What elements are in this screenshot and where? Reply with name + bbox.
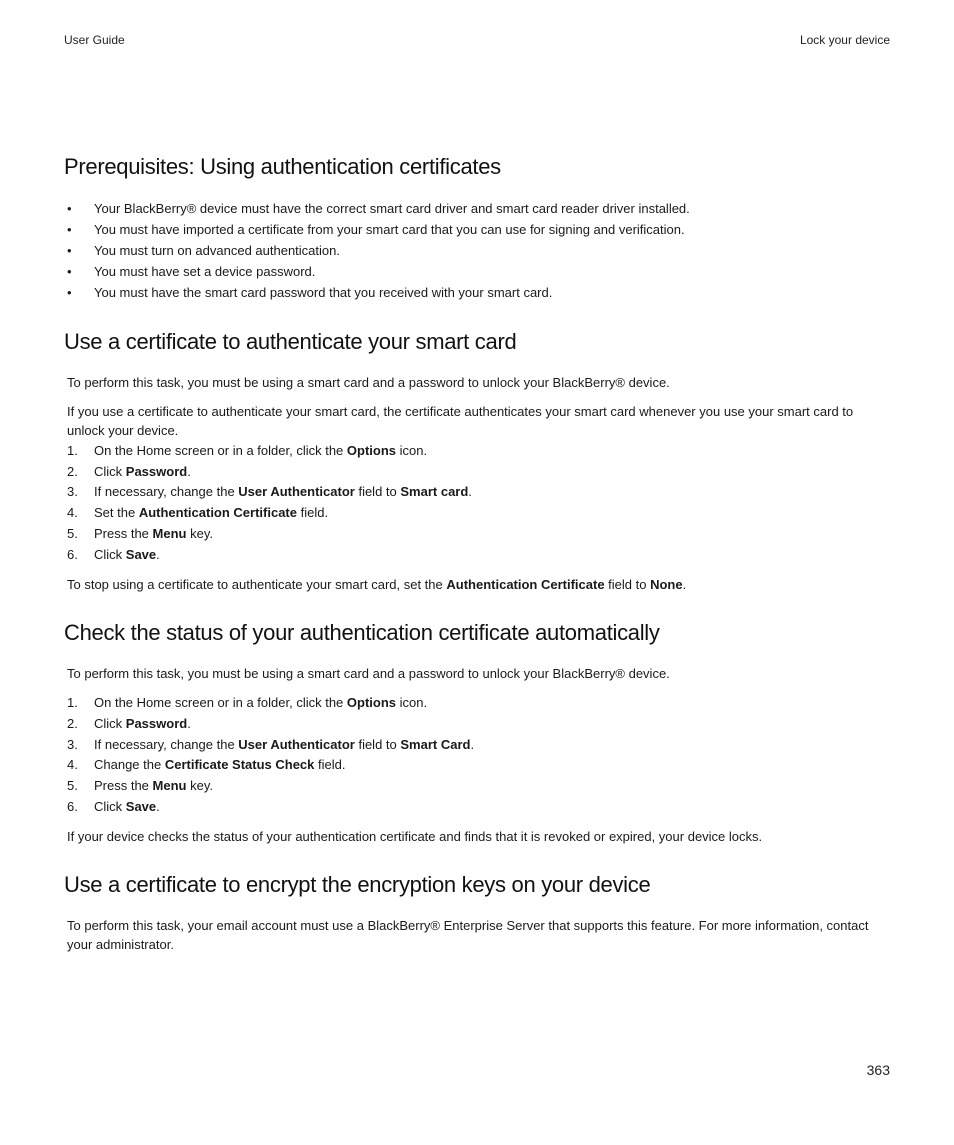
list-item [64, 524, 890, 545]
step-number: 3. [67, 736, 78, 752]
step-text: . [156, 546, 160, 562]
ui-term: Menu [152, 525, 187, 541]
list-item [64, 462, 890, 483]
ui-term: Password [125, 715, 188, 731]
list-item [64, 776, 890, 797]
step-text: Click [94, 463, 126, 479]
step-text: key. [186, 525, 213, 541]
step-text: field to [354, 484, 401, 500]
list-item [64, 240, 890, 261]
step-number: 2. [67, 715, 78, 731]
bullet-icon: • [67, 201, 72, 216]
list-item [64, 261, 890, 282]
step-text: If necessary, change the [94, 736, 239, 752]
list-item [64, 282, 890, 303]
header-chapter-title: Lock your device [799, 33, 890, 47]
section-check-certificate-status [64, 616, 890, 846]
list-item [64, 441, 890, 462]
step-text: Press the [94, 525, 153, 541]
list-item [64, 482, 890, 503]
bullet-icon: • [67, 243, 72, 258]
step-text: key. [186, 778, 213, 794]
outro-paragraph [67, 575, 890, 594]
step-text: Click [94, 715, 126, 731]
step-list [64, 441, 890, 565]
ui-term: Save [125, 546, 157, 562]
step-text: icon. [396, 695, 428, 711]
list-item [64, 735, 890, 756]
step-number: 6. [67, 546, 78, 562]
step-text: On the Home screen or in a folder, click the [94, 443, 347, 458]
step-text: icon. [396, 443, 428, 458]
ui-term: Menu [152, 778, 187, 794]
running-header [64, 33, 890, 49]
step-text: . [468, 484, 472, 500]
step-number: 5. [67, 525, 78, 541]
ui-term: User Authenticator [238, 484, 355, 500]
step-number: 4. [67, 757, 78, 773]
para-text: . [682, 577, 687, 593]
intro-paragraph: To perform this task, you must be using a smart card and a password to unlock your BlackBerry® device. [67, 375, 670, 390]
ui-term: Save [125, 798, 157, 814]
ui-term: Options [346, 443, 397, 458]
section-heading: Use a certificate to encrypt the encryption keys on your device [64, 872, 651, 898]
step-number: 4. [67, 505, 78, 521]
step-number: 5. [67, 778, 78, 794]
step-text: . [470, 736, 475, 752]
list-item [64, 503, 890, 524]
ui-term: User Authenticator [238, 736, 355, 752]
section-encrypt-keys [64, 868, 890, 954]
list-item [64, 198, 890, 219]
step-text: If necessary, change the [94, 484, 239, 500]
page-number: 363 [866, 1062, 890, 1078]
step-text: . [187, 463, 191, 479]
list-item [64, 797, 890, 818]
para-text: field to [604, 577, 651, 593]
step-number: 1. [67, 695, 78, 711]
bullet-icon: • [67, 264, 72, 279]
list-item [64, 545, 890, 566]
step-text: Click [94, 798, 126, 814]
step-text: Press the [94, 778, 153, 794]
list-item-text: You must turn on advanced authentication. [94, 243, 340, 258]
section-heading: Use a certificate to authenticate your smart card [64, 329, 517, 354]
outro-paragraph: If your device checks the status of your authentication certificate and finds that it is revoked or expired, your device locks. [67, 829, 763, 845]
section-heading: Prerequisites: Using authentication certificates [64, 154, 501, 179]
list-item [64, 755, 890, 776]
step-number: 3. [67, 484, 78, 500]
step-number: 1. [67, 443, 78, 458]
ui-term: Authentication Certificate [138, 505, 297, 521]
list-item-text: You must have set a device password. [94, 264, 316, 279]
main-content [64, 150, 890, 976]
step-number: 6. [67, 798, 78, 814]
step-text: Click [94, 546, 126, 562]
step-list [64, 693, 890, 817]
ui-term: Certificate Status Check [164, 757, 315, 773]
intro-paragraph: To perform this task, you must be using a smart card and a password to unlock your BlackBerry® device. [67, 666, 670, 682]
list-item [64, 714, 890, 735]
ui-term: None [650, 577, 683, 593]
step-text: Set the [94, 505, 139, 521]
list-item-text: You must have imported a certificate from your smart card that you can use for signing and verification. [94, 222, 685, 237]
section-heading: Check the status of your authentication certificate automatically [64, 620, 660, 646]
ui-term: Smart card [400, 484, 469, 500]
prerequisite-list [64, 198, 890, 303]
list-item [64, 219, 890, 240]
list-item-text: You must have the smart card password that you received with your smart card. [94, 285, 553, 300]
list-item [64, 693, 890, 714]
intro-paragraph: To perform this task, your email account must use a BlackBerry® Enterprise Server that supports this feature. For more information, contact your administrator. [67, 918, 869, 953]
section-authenticate-smart-card [64, 325, 890, 594]
bullet-icon: • [67, 222, 72, 237]
step-text: On the Home screen or in a folder, click the [94, 695, 347, 711]
ui-term: Password [125, 463, 188, 479]
step-text: . [156, 798, 160, 814]
step-text: Change the [94, 757, 165, 773]
section-prerequisites [64, 150, 890, 303]
bullet-icon: • [67, 285, 72, 300]
step-number: 2. [67, 463, 78, 479]
list-item-text: Your BlackBerry® device must have the correct smart card driver and smart card reader driver installed. [94, 201, 690, 216]
step-text: . [187, 715, 191, 731]
header-guide-title: User Guide [64, 33, 125, 47]
intro-paragraph: If you use a certificate to authenticate your smart card, the certificate authenticates your smart card whenever you use your smart card to unlock your device. [67, 404, 854, 438]
step-text: field. [297, 505, 329, 521]
ui-term: Authentication Certificate [446, 577, 605, 593]
ui-term: Options [346, 695, 397, 711]
step-text: field. [314, 757, 346, 773]
para-text: To stop using a certificate to authenticate your smart card, set the [67, 577, 447, 593]
ui-term: Smart Card [400, 736, 471, 752]
step-text: field to [354, 736, 401, 752]
